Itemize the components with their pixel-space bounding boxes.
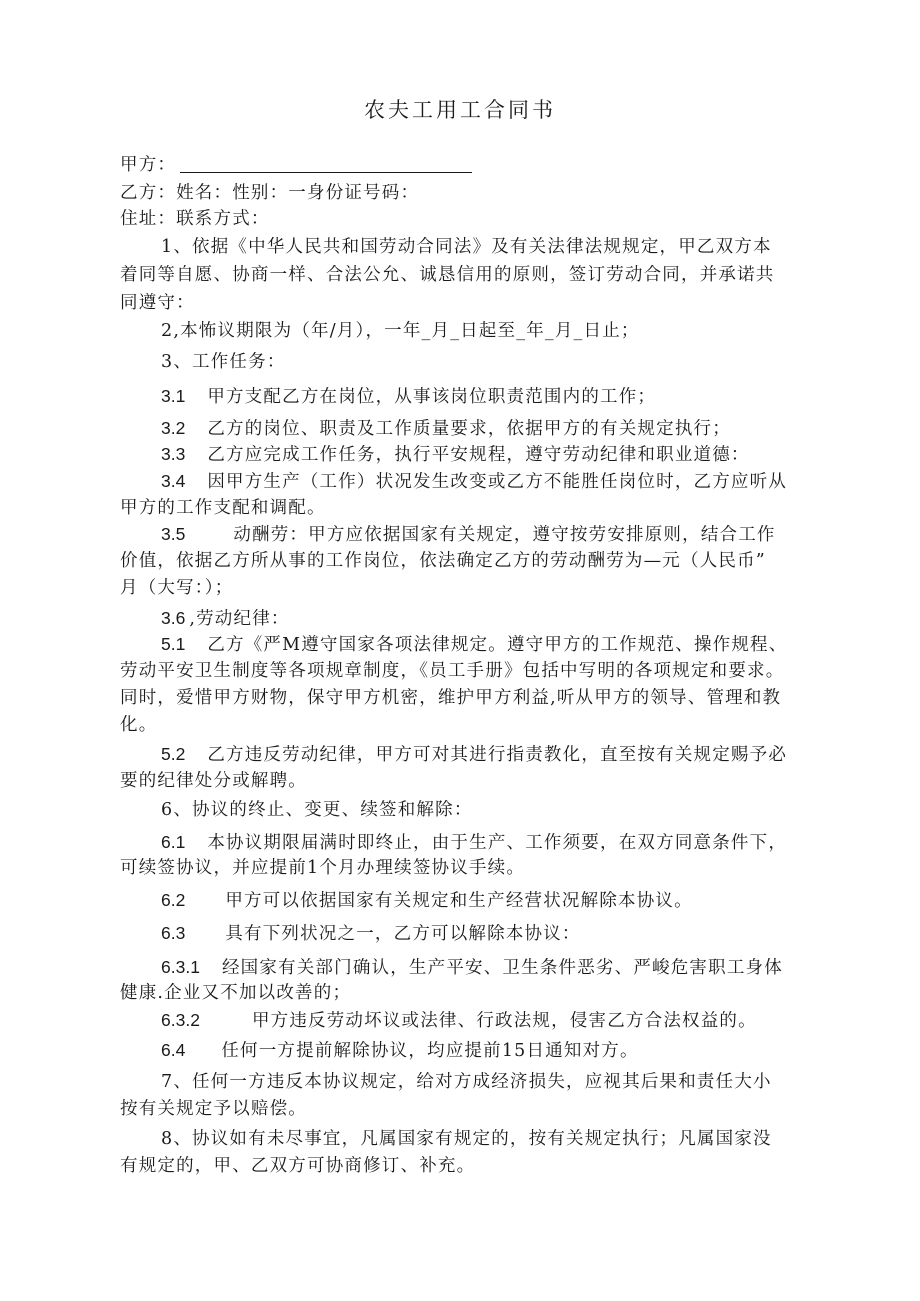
clause-text: 动酬劳：甲方应依据国家有关规定，遵守按劳安排原则，结合工作 (233, 525, 776, 545)
clause-6-3-1 (161, 956, 783, 979)
clause-3-5-cont: 月（大写：）； (120, 578, 234, 598)
clause-text: 甲方违反劳动坏议或法律、行政法规，侵害乙方合法权益的。 (251, 1011, 757, 1031)
clause-text: 本协议期限届满时即终止，由于生产、工作须要，在双方同意条件下， (207, 833, 788, 853)
clause-2: 2,本怖议期限为（年/月），一年_月_日起至_年_月_日止； (161, 321, 640, 341)
clause-number: 6.3.2 (161, 1010, 200, 1030)
clause-6-3 (161, 922, 581, 945)
clause-5-1-cont: 化。 (120, 715, 158, 735)
clause-number: 3.4 (161, 471, 186, 491)
clause-number: 3.6 (161, 608, 186, 628)
clause-number: 3.3 (161, 444, 186, 464)
clause-3-4 (161, 470, 787, 493)
clause-text: 具有下列状况之一，乙方可以解除本协议： (225, 924, 581, 944)
clause-text: 甲方支配乙方在岗位，从事该岗位职责范围内的工作； (207, 387, 657, 407)
clause-5-1-cont: 劳动平安卫生制度等各项规章制度，《员工手册》包括中写明的各项规定和要求。 (120, 661, 785, 681)
clause-5-2 (161, 743, 787, 766)
clause-7-line: 按有关规定予以赔偿。 (120, 1099, 307, 1119)
clause-6-1 (161, 831, 787, 854)
clause-text: 甲方可以依据国家有关规定和生产经营状况解除本协议。 (225, 891, 693, 911)
clause-number: 6.3 (161, 923, 186, 943)
clause-3-4-cont: 甲方的工作支配和调配。 (120, 498, 326, 518)
clause-number: 6.2 (161, 890, 186, 910)
clause-text: 乙方违反劳动纪律，甲方可对其进行指责教化，直至按有关规定赐予必 (207, 745, 788, 765)
party-b-line: 乙方：姓名：性别：一身份证号码： (120, 183, 420, 203)
clause-8-line: 8、协议如有未尽事宜，凡属国家有规定的，按有关规定执行；凡属国家没 (161, 1129, 772, 1149)
clause-number: 6.1 (161, 832, 186, 852)
clause-number: 3.1 (161, 386, 186, 406)
clause-3-1 (161, 385, 656, 408)
clause-3-3 (161, 443, 750, 466)
clause-6-3-2 (161, 1009, 757, 1032)
clause-text: 经国家有关部门确认，生产平安、卫生条件恶劣、严峻危害职工身体 (221, 958, 783, 978)
party-a-line (120, 154, 472, 176)
clause-number: 5.2 (161, 744, 186, 764)
clause-text: 任何一方提前解除协议，均应提前15日通知对方。 (221, 1041, 639, 1061)
clause-3-6 (161, 607, 290, 630)
clause-7-line: 7、任何一方违反本协议规定，给对方成经济损失，应视其后果和责任大小 (161, 1072, 772, 1092)
clause-6-3-1-cont: 健康.企业又不加以改善的； (120, 983, 352, 1003)
clause-1-line: 1、依据《中华人民共和国劳动合同法》及有关法律法规规定，甲乙双方本 (161, 237, 772, 257)
clause-8-line: 有规定的，甲、乙双方可协商修订、补充。 (120, 1156, 476, 1176)
clause-6-1-cont: 可续签协议，并应提前1个月办理续签协议手续。 (120, 858, 526, 878)
document-title: 农夫工用工合同书 (364, 98, 556, 122)
clause-1-line: 同遵守： (120, 293, 195, 313)
clause-6-heading: 6、协议的终止、变更、续签和解除： (161, 800, 473, 820)
clause-text: 因甲方生产（工作）状况发生改变或乙方不能胜任岗位时，乙方应听从 (207, 472, 788, 492)
clause-number: 6.4 (161, 1040, 186, 1060)
clause-5-1-cont: 同时，爱惜甲方财物，保守甲方机密，维护甲方利益,听从甲方的领导、管理和教 (120, 688, 782, 708)
party-a-label: 甲方： (120, 155, 177, 175)
clause-text: 乙方应完成工作任务，执行平安规程，遵守劳动纪律和职业道德： (207, 445, 750, 465)
clause-text: ,劳动纪律： (189, 609, 290, 629)
clause-text: 乙方《严M遵守国家各项法律规定。遵守甲方的工作规范、操作规程、 (207, 635, 788, 655)
clause-3-2 (161, 417, 731, 440)
clause-5-2-cont: 要的纪律处分或解聘。 (120, 771, 307, 791)
clause-number: 3.2 (161, 418, 186, 438)
clause-number: 3.5 (161, 524, 186, 544)
clause-3-5-cont: 价值，依据乙方所从事的工作岗位，依法确定乙方的劳动酬劳为—元（人民币” (120, 551, 766, 571)
clause-5-1 (161, 633, 787, 656)
clause-text: 乙方的岗位、职责及工作质量要求，依据甲方的有关规定执行； (207, 419, 731, 439)
party-a-blank (180, 156, 472, 173)
clause-6-2 (161, 889, 693, 912)
address-line: 住址：联系方式： (120, 209, 270, 229)
clause-6-4 (161, 1039, 639, 1062)
clause-1-line: 着同等自愿、协商一样、合法公允、诚恳信用的原则，签订劳动合同，并承诺共 (120, 265, 775, 285)
clause-number: 5.1 (161, 634, 186, 654)
clause-3-5 (161, 523, 776, 546)
clause-3-heading: 3、工作任务： (161, 352, 286, 372)
clause-number: 6.3.1 (161, 957, 200, 977)
